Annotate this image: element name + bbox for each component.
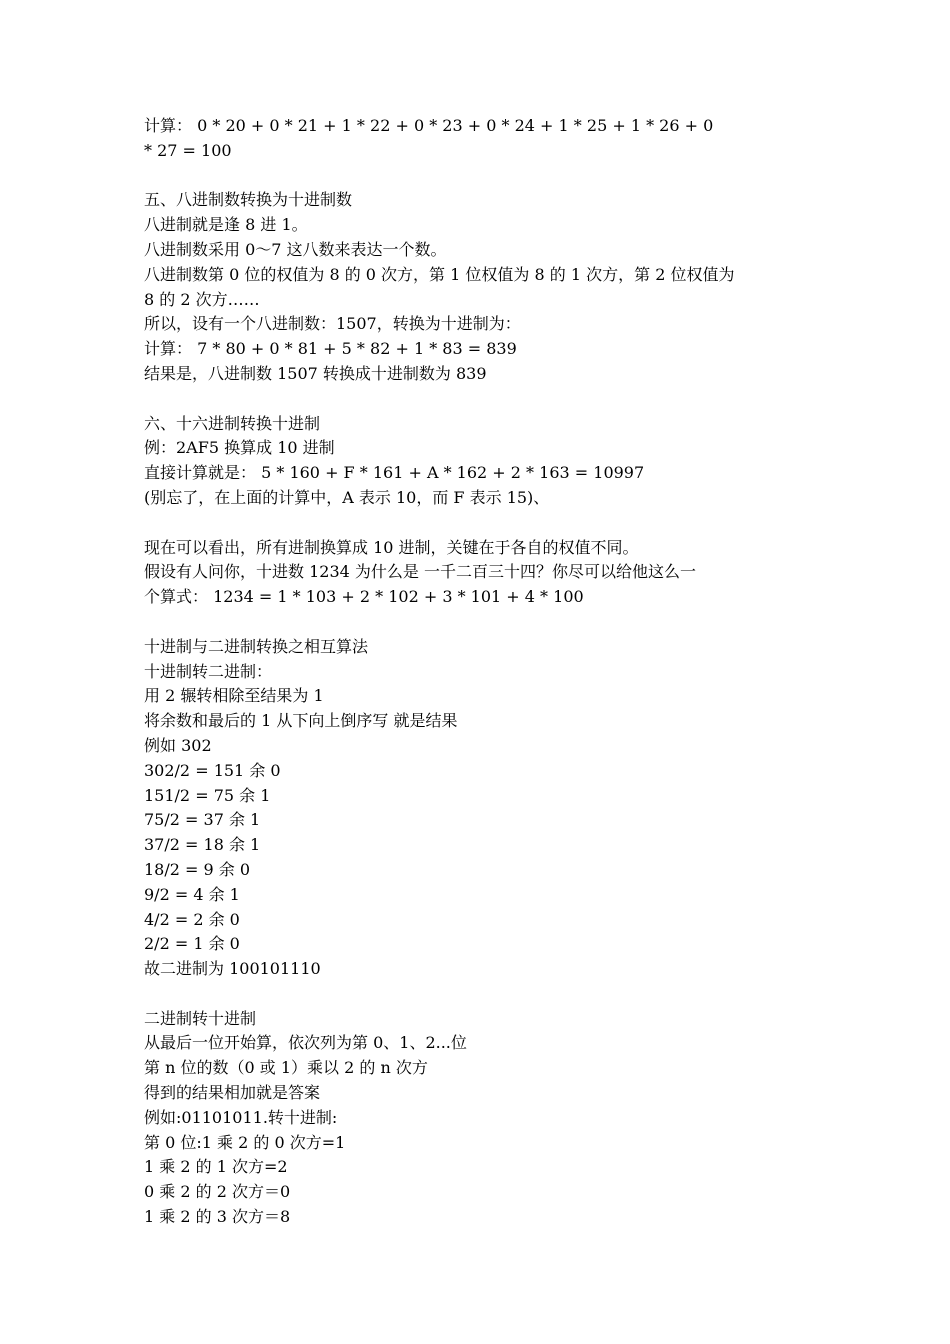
blank-line (144, 610, 812, 635)
text-line: 八进制数采用 0～7 这八数来表达一个数。 (144, 239, 447, 259)
section-heading-octal: 五、八进制数转换为十进制数 (144, 190, 353, 210)
text-line: 4/2 = 2 余 0 (144, 909, 240, 929)
blank-line (144, 387, 812, 412)
text-line: * 27 = 100 (144, 140, 232, 160)
text-line: 现在可以看出，所有进制换算成 10 进制，关键在于各自的权值不同。 (144, 537, 639, 557)
text-line: (别忘了，在上面的计算中，A 表示 10，而 F 表示 15)、 (144, 487, 550, 507)
text-line: 第 n 位的数（0 或 1）乘以 2 的 n 次方 (144, 1058, 428, 1078)
text-line: 八进制就是逢 8 进 1。 (144, 215, 308, 235)
section-heading-hex: 六、十六进制转换十进制 (144, 413, 321, 433)
blank-line (144, 511, 812, 536)
text-line: 9/2 = 4 余 1 (144, 884, 240, 904)
text-line: 八进制数第 0 位的权值为 8 的 0 次方，第 1 位权值为 8 的 1 次方，第 2 位权值为 (144, 264, 735, 284)
text-line: 计算： 0 * 20 + 0 * 21 + 1 * 22 + 0 * 23 + 0 * 24 + 1 * 25 + 1 * 26 + 0 (144, 116, 714, 135)
text-line: 用 2 辗转相除至结果为 1 (144, 686, 324, 706)
text-line: 1 乘 2 的 3 次方＝8 (144, 1207, 291, 1227)
text-line: 302/2 = 151 余 0 (144, 760, 281, 780)
text-line: 结果是，八进制数 1507 转换成十进制数为 839 (144, 363, 487, 383)
text-line: 例：2AF5 换算成 10 进制 (144, 438, 335, 458)
document-body (144, 114, 812, 1230)
text-line: 从最后一位开始算，依次列为第 0、1、2...位 (144, 1033, 467, 1053)
text-line: 第 0 位:1 乘 2 的 0 次方=1 (144, 1132, 346, 1152)
text-line: 直接计算就是： 5 * 160 + F * 161 + A * 162 + 2 * 163 = 10997 (144, 463, 645, 483)
text-line: 2/2 = 1 余 0 (144, 934, 240, 954)
text-line: 例如 302 (144, 735, 212, 755)
text-line: 37/2 = 18 余 1 (144, 835, 261, 855)
text-line: 0 乘 2 的 2 次方＝0 (144, 1182, 291, 1202)
text-line: 将余数和最后的 1 从下向上倒序写 就是结果 (144, 711, 458, 731)
text-line: 75/2 = 37 余 1 (144, 810, 261, 830)
text-line: 8 的 2 次方…… (144, 289, 260, 309)
text-line: 故二进制为 100101110 (144, 959, 321, 979)
text-line: 个算式： 1234 = 1 * 103 + 2 * 102 + 3 * 101 + 4 * 100 (144, 587, 584, 607)
section-heading-dec-bin: 十进制与二进制转换之相互算法 (144, 636, 369, 656)
text-line: 假设有人问你，十进数 1234 为什么是 一千二百三十四？你尽可以给他这么一 (144, 562, 696, 582)
text-line: 计算： 7 * 80 + 0 * 81 + 5 * 82 + 1 * 83 = 839 (144, 339, 517, 359)
text-line: 十进制转二进制： (144, 661, 273, 681)
text-line: 151/2 = 75 余 1 (144, 785, 271, 805)
text-line: 1 乘 2 的 1 次方=2 (144, 1157, 288, 1177)
text-line: 得到的结果相加就是答案 (144, 1083, 321, 1103)
blank-line (144, 164, 812, 189)
text-line: 所以，设有一个八进制数：1507，转换为十进制为： (144, 314, 521, 334)
text-line: 18/2 = 9 余 0 (144, 859, 251, 879)
text-line: 例如:01101011.转十进制: (144, 1107, 338, 1127)
section-heading-bin-dec: 二进制转十进制 (144, 1008, 257, 1028)
blank-line (144, 982, 812, 1007)
